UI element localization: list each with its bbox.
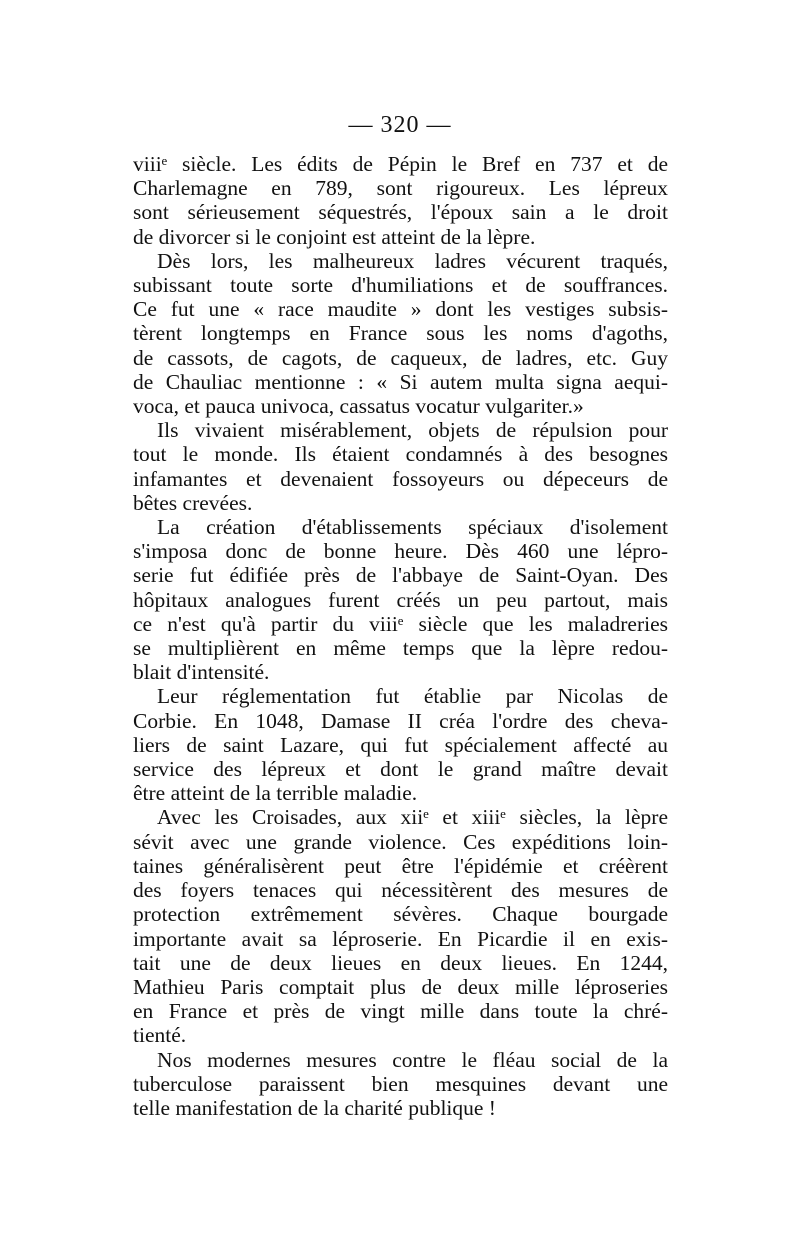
paragraph: [133, 152, 668, 249]
paragraph: [133, 1048, 668, 1121]
text-line: de Chauliac mentionne : « Si autem multa signa aequi-: [133, 369, 668, 394]
text-line: bêtes crevées.: [133, 490, 253, 515]
text-line: Nos modernes mesures contre le fléau social de la: [157, 1047, 668, 1072]
text-line: taines généralisèrent peut être l'épidémie et créèrent: [133, 853, 668, 878]
text-line: tait une de deux lieues en deux lieues. En 1244,: [133, 950, 668, 975]
text-line: blait d'intensité.: [133, 660, 270, 685]
text-line: des foyers tenaces qui nécessitèrent des mesures de: [133, 878, 668, 903]
paragraph: [133, 418, 668, 515]
text-line: Charlemagne en 789, sont rigoureux. Les lépreux: [133, 176, 668, 201]
text-line: protection extrêmement sévères. Chaque bourgade: [133, 902, 668, 927]
text-line: sévit avec une grande violence. Ces expéditions loin-: [133, 829, 668, 854]
body-text: [133, 152, 668, 1120]
text-line: se multiplièrent en même temps que la lèpre redou-: [133, 636, 668, 661]
text-line: Dès lors, les malheureux ladres vécurent traqués,: [157, 248, 668, 273]
text-line: Ce fut une « race maudite » dont les vestiges subsis-: [133, 297, 668, 322]
text-line: tienté.: [133, 1023, 187, 1048]
text-line: viiiᵉ siècle. Les édits de Pépin le Bref en 737 et de: [133, 152, 668, 176]
text-line: Leur réglementation fut établie par Nicolas de: [157, 684, 668, 709]
text-line: Avec les Croisades, aux xiiᵉ et xiiiᵉ siècles, la lèpre: [157, 805, 668, 830]
text-line: tout le monde. Ils étaient condamnés à des besognes: [133, 442, 668, 467]
text-line: serie fut édifiée près de l'abbaye de Saint-Oyan. Des: [133, 563, 668, 588]
text-line: service des lépreux et dont le grand maître devait: [133, 757, 668, 782]
text-line: de divorcer si le conjoint est atteint de la lèpre.: [133, 224, 536, 249]
text-line: La création d'établissements spéciaux d'isolement: [157, 515, 668, 540]
text-line: en France et près de vingt mille dans toute la chré-: [133, 999, 668, 1024]
text-line: Corbie. En 1048, Damase II créa l'ordre des cheva-: [133, 708, 668, 733]
text-line: sont sérieusement séquestrés, l'époux sain a le droit: [133, 200, 668, 225]
paragraph: [133, 805, 668, 1047]
text-line: hôpitaux analogues furent créés un peu partout, mais: [133, 587, 668, 612]
text-line: tuberculose paraissent bien mesquines devant une: [133, 1071, 668, 1096]
text-line: Ils vivaient misérablement, objets de répulsion pour: [157, 418, 668, 443]
text-line: importante avait sa léproserie. En Picardie il en exis-: [133, 926, 668, 951]
text-line: être atteint de la terrible maladie.: [133, 781, 418, 806]
text-line: infamantes et devenaient fossoyeurs ou dépeceurs de: [133, 466, 668, 491]
text-line: telle manifestation de la charité publique !: [133, 1095, 496, 1120]
text-line: s'imposa donc de bonne heure. Dès 460 une lépro-: [133, 539, 668, 564]
text-line: ce n'est qu'à partir du viiiᵉ siècle que les maladreries: [133, 611, 668, 636]
text-line: subissant toute sorte d'humiliations et de souffrances.: [133, 273, 668, 298]
text-line: voca, et pauca univoca, cassatus vocatur vulgariter.»: [133, 394, 584, 419]
paragraph: [133, 515, 668, 684]
text-line: liers de saint Lazare, qui fut spécialement affecté au: [133, 732, 668, 757]
text-line: Mathieu Paris comptait plus de deux mille léproseries: [133, 974, 668, 999]
text-line: tèrent longtemps en France sous les noms d'agoths,: [133, 321, 668, 346]
page-number: — 320 —: [348, 112, 452, 138]
text-line: de cassots, de cagots, de caqueux, de ladres, etc. Guy: [133, 345, 668, 370]
paragraph: [133, 249, 668, 418]
paragraph: [133, 684, 668, 805]
